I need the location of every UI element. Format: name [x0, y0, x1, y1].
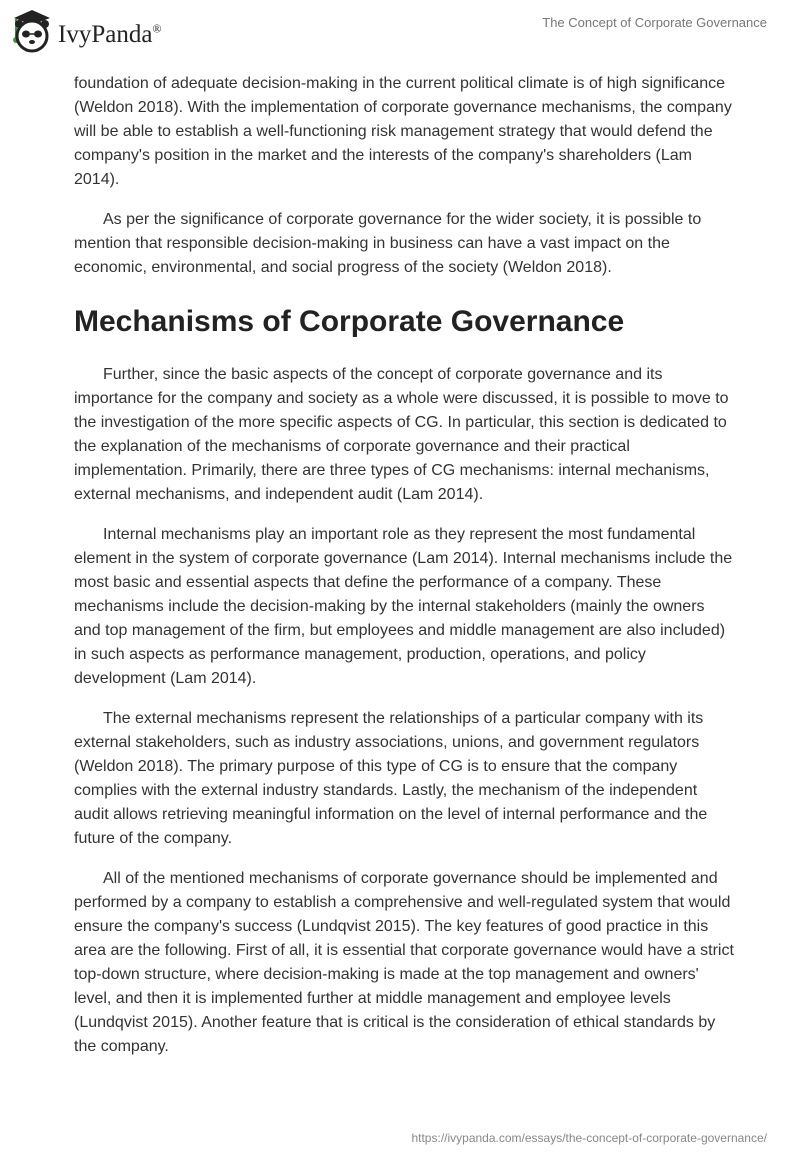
document-title: The Concept of Corporate Governance — [542, 15, 767, 30]
paragraph: Further, since the basic aspects of the concept of corporate governance and its importance for the company and society as a whole were discussed, it is possible to move to the investigation of the more specific aspects of CG. In particular, this section is dedicated to the explanation of the mechanisms of corporate governance and their practical implementation. Primarily, there are three types of CG mechanisms: internal mechanisms, external mechanisms, and independent audit (Lam 2014). — [74, 366, 729, 503]
footer-url[interactable]: https://ivypanda.com/essays/the-concept-of-corporate-governance/ — [411, 1131, 767, 1145]
section-heading: Mechanisms of Corporate Governance — [74, 305, 625, 338]
paragraph: The external mechanisms represent the relationships of a particular company with its external stakeholders, such as industry associations, unions, and government regulators (Weldon 2018). The primary purpose of this type of CG is to ensure that the company complies with the external industry standards. Lastly, the mechanism of the independent audit allows retrieving meaningful information on the level of internal performance and the future of the company. — [74, 710, 708, 847]
logo-text: IvyPanda® — [58, 21, 162, 48]
paragraph: foundation of adequate decision-making in the current political climate is of high significance (Weldon 2018). With the implementation of corporate governance mechanisms, the company will be able to establish a well-functioning risk management strategy that would defend the company's position in the market and the interests of the company's shareholders (Lam 2014). — [74, 75, 732, 188]
logo[interactable] — [12, 8, 162, 54]
paragraph: As per the significance of corporate governance for the wider society, it is possible to mention that responsible decision-making in business can have a vast impact on the economic, environmental, and social progress of the society (Weldon 2018). — [74, 211, 702, 276]
article-body — [74, 72, 734, 1075]
paragraph: Internal mechanisms play an important role as they represent the most fundamental element in the system of corporate governance (Lam 2014). Internal mechanisms include the most basic and essential aspects that define the performance of a company. These mechanisms include the decision-making by the internal stakeholders (mainly the owners and top management of the firm, but employees and middle management are also included) in such aspects as performance management, production, operations, and policy development (Lam 2014). — [74, 526, 733, 687]
panda-logo-icon — [12, 8, 52, 54]
paragraph: All of the mentioned mechanisms of corporate governance should be implemented and performed by a company to establish a comprehensive and well-regulated system that would ensure the company's success (Lundqvist 2015). The key features of good practice in this area are the following. First of all, it is essential that corporate governance would have a strict top-down structure, where decision-making is made at the top management and owners' level, and then it is implemented further at middle management and employee levels (Lundqvist 2015). Another feature that is critical is the consideration of ethical standards by the company. — [74, 870, 734, 1055]
header — [0, 0, 800, 60]
